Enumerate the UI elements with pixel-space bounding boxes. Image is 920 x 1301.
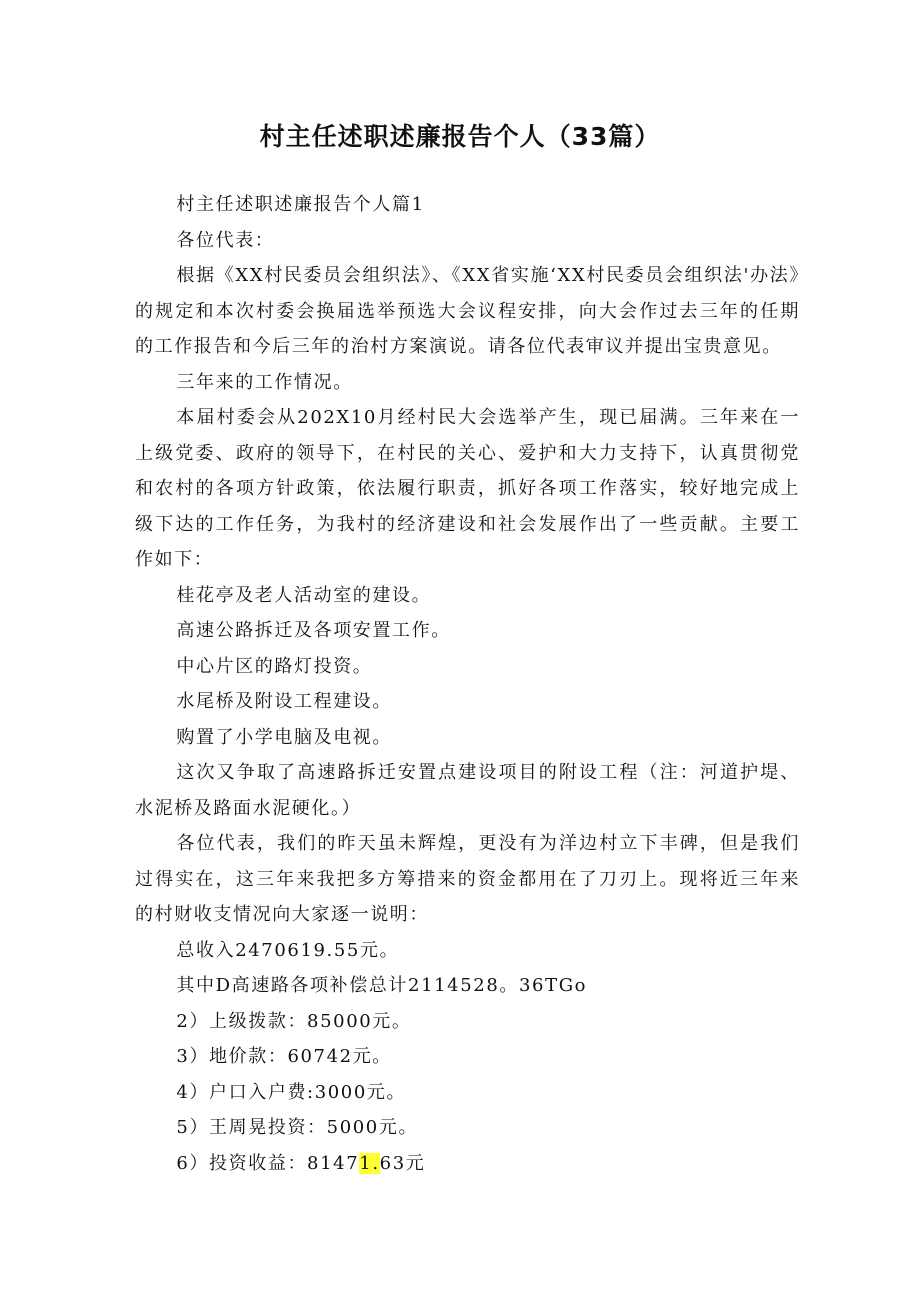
work-item: 购置了小学电脑及电视。: [176, 726, 392, 748]
finance-item-text: 6）投资收益：8147: [176, 1152, 360, 1174]
section-heading: 村主任述职述廉报告个人篇1: [176, 194, 425, 215]
paragraph-subheading: 三年来的工作情况。: [176, 371, 353, 393]
finance-item: 总收入2470619.55元。: [176, 939, 400, 961]
finance-item: 3）地价款：60742元。: [176, 1046, 392, 1067]
document-title: 村主任述职述廉报告个人（33篇）: [259, 122, 661, 151]
paragraph-finance-intro: 各位代表，我们的昨天虽未辉煌，更没有为洋边村立下丰碑，但是我们过得实在，这三年来我把多方筹措来的资金都用在了刀刃上。现将近三年来的村财收支情况向大家逐一说明：: [135, 833, 800, 925]
finance-item: 其中D高速路各项补偿总计2114528。36TGo: [176, 975, 588, 996]
paragraph-project: 这次又争取了高速路拆迁安置点建设项目的附设工程（注：河道护堤、水泥桥及路面水泥硬化。）: [135, 762, 800, 819]
highlighted-text: 1.: [359, 1152, 380, 1174]
paragraph-summary: 本届村委会从202X10月经村民大会选举产生，现已届满。三年来在一上级党委、政府的领导下，在村民的关心、爱护和大力支持下，认真贯彻党和农村的各项方针政策，依法履行职责，抓好各项工作落实，较好地完成上级下达的工作任务，为我村的经济建设和社会发展作出了一些贡献。主要工作如下：: [135, 407, 800, 570]
work-item: 中心片区的路灯投资。: [176, 655, 373, 677]
paragraph-intro: 根据《XX村民委员会组织法》、《XX省实施‘XX村民委员会组织法'办法》的规定和本次村委会换届选举预选大会议程安排，向大会作过去三年的任期的工作报告和今后三年的治村方案演说。请各位代表审议并提出宝贵意见。: [135, 265, 800, 357]
document-body: [135, 187, 800, 1181]
finance-item: 5）王周晃投资：5000元。: [176, 1117, 419, 1138]
salutation: 各位代表：: [176, 229, 275, 251]
work-item: 水尾桥及附设工程建设。: [176, 691, 392, 712]
finance-item: 2）上级拨款：85000元。: [176, 1010, 412, 1032]
work-item: 桂花亭及老人活动室的建设。: [176, 584, 432, 606]
finance-item: 4）户口入户费:3000元。: [176, 1081, 407, 1103]
finance-item-last: [135, 1146, 800, 1182]
finance-item-text: 63元: [379, 1152, 426, 1174]
work-item: 高速公路拆迁及各项安置工作。: [176, 620, 451, 641]
